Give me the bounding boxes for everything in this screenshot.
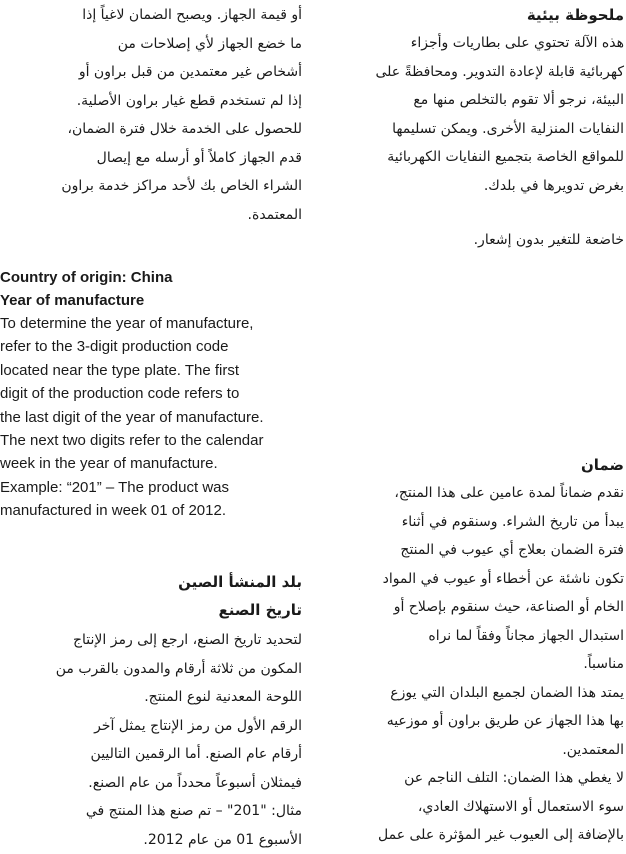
text-line: سوء الاستعمال أو الاستهلاك العادي، <box>318 793 624 822</box>
text-line: المعتمدين. <box>318 736 624 765</box>
text-line: أو قيمة الجهاز. ويصبح الضمان لاغياً إذا <box>0 1 302 30</box>
text-line: فترة الضمان بعلاج أي عيوب في المنتج <box>318 536 624 565</box>
text-line: الشراء الخاص بك لأحد مراكز خدمة براون <box>0 172 302 201</box>
text-line: يبدأ من تاريخ الشراء. وسنقوم في أثناء <box>318 508 624 537</box>
warranty-paragraph <box>318 679 624 765</box>
text-line: للحصول على الخدمة خلال فترة الضمان، <box>0 115 302 144</box>
text-line: لا يغطي هذا الضمان: التلف الناجم عن <box>318 764 624 793</box>
text-line: مثال: "201" – تم صنع هذا المنتج في <box>0 797 302 826</box>
text-line: لتحديد تاريخ الصنع، ارجع إلى رمز الإنتاج <box>0 626 302 655</box>
text-line: نقدم ضماناً لمدة عامين على هذا المنتج، <box>318 479 624 508</box>
text-line: إذا لم تستخدم قطع غيار براون الأصلية. <box>0 87 302 116</box>
text-line: manufactured in week 01 of 2012. <box>0 499 302 522</box>
text-line: استبدال الجهاز مجاناً وفقاً لما نراه <box>318 622 624 651</box>
text-line: ما خضع الجهاز لأي إصلاحات من <box>0 30 302 59</box>
text-line: To determine the year of manufacture, <box>0 312 302 335</box>
year-of-manufacture-heading: Year of manufacture <box>0 289 302 312</box>
warranty-paragraph <box>318 479 624 679</box>
country-of-origin-heading: Country of origin: China <box>0 266 302 289</box>
year-of-manufacture-heading-ar: تاريخ الصنع <box>0 596 302 624</box>
subject-to-change-notice: خاضعة للتغير بدون إشعار. <box>318 226 624 255</box>
warranty-section <box>318 451 624 850</box>
text-line: كهربائية قابلة لإعادة التدوير. ومحافظةً على <box>318 58 624 87</box>
text-line: the last digit of the year of manufacture. <box>0 406 302 429</box>
text-line: قدم الجهاز كاملاً أو أرسله مع إيصال <box>0 144 302 173</box>
text-line: تكون ناشئة عن أخطاء أو عيوب في المواد <box>318 565 624 594</box>
text-line: النفايات المنزلية الأخرى. ويمكن تسليمها <box>318 115 624 144</box>
text-line: Example: “201” – The product was <box>0 476 302 499</box>
text-line: المعتمدة. <box>0 201 302 230</box>
environmental-note <box>318 1 624 200</box>
text-line: بها هذا الجهاز عن طريق براون أو موزعيه <box>318 707 624 736</box>
text-line: أرقام عام الصنع. أما الرقمين التاليين <box>0 740 302 769</box>
warranty-paragraph <box>318 764 624 850</box>
text-line: digit of the production code refers to <box>0 382 302 405</box>
text-line: بالإضافة إلى العيوب غير المؤثرة على عمل <box>318 821 624 850</box>
text-line: هذه الآلة تحتوي على بطاريات وأجزاء <box>318 29 624 58</box>
environmental-note-heading: ملحوظة بيئية <box>318 1 624 29</box>
text-line: المكون من ثلاثة أرقام والمدون بالقرب من <box>0 655 302 684</box>
text-line: فيمثلان أسبوعاً محدداً من عام الصنع. <box>0 769 302 798</box>
change-notice <box>318 226 624 255</box>
country-of-origin-heading-ar: بلد المنشأ الصين <box>0 568 302 596</box>
text-line: بغرض تدويرها في بلدك. <box>318 172 624 201</box>
text-line: الأسبوع 01 من عام 2012. <box>0 826 302 854</box>
text-line: located near the type plate. The first <box>0 359 302 382</box>
warranty-heading: ضمان <box>318 451 624 479</box>
text-line: البيئة، نرجو ألا تقوم بالتخلص منها مع <box>318 86 624 115</box>
warranty-continuation <box>0 1 302 229</box>
text-line: The next two digits refer to the calendar <box>0 429 302 452</box>
text-line: refer to the 3-digit production code <box>0 335 302 358</box>
text-line: الرقم الأول من رمز الإنتاج يمثل آخر <box>0 712 302 741</box>
text-line: week in the year of manufacture. <box>0 452 302 475</box>
text-line: للمواقع الخاصة بتجميع النفايات الكهربائية <box>318 143 624 172</box>
text-line: اللوحة المعدنية لنوع المنتج. <box>0 683 302 712</box>
text-line: الخام أو الصناعة، حيث سنقوم بإصلاح أو <box>318 593 624 622</box>
text-line: يمتد هذا الضمان لجميع البلدان التي يوزع <box>318 679 624 708</box>
origin-section-en <box>0 266 302 523</box>
origin-section-ar <box>0 568 302 854</box>
text-line: أشخاص غير معتمدين من قبل براون أو <box>0 58 302 87</box>
text-line: مناسباً. <box>318 650 624 679</box>
